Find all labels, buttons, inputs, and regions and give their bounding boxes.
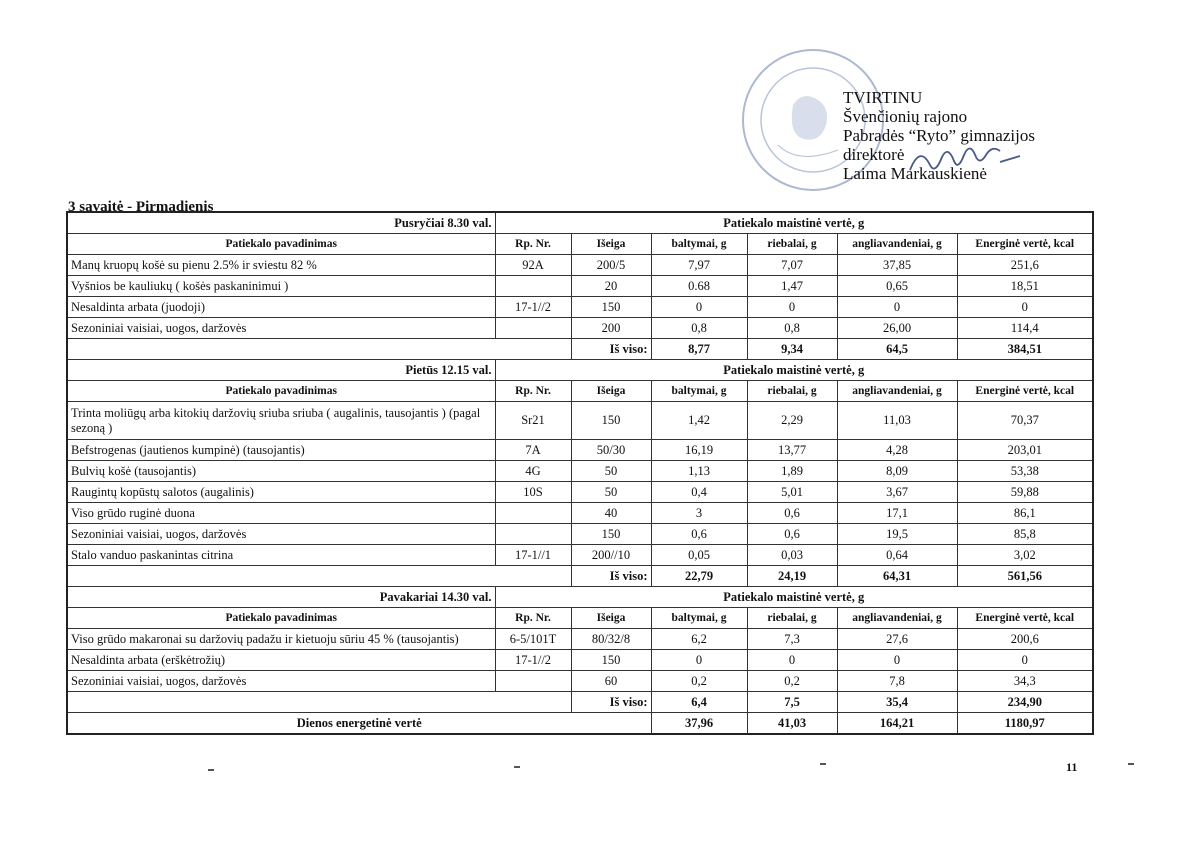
column-header-energine: Energinė vertė, kcal [957, 234, 1093, 255]
table-row [67, 461, 1093, 482]
dish-name: Vyšnios be kauliukų ( košės paskaninimui ) [67, 276, 495, 297]
section-title: Pietūs 12.15 val. [67, 360, 495, 381]
recipe-number: 17-1//2 [495, 297, 571, 318]
proteins: 1,13 [651, 461, 747, 482]
dish-name: Viso grūdo makaronai su daržovių padažu ir kietuoju sūriu 45 % (tausojantis) [67, 629, 495, 650]
fats: 0,8 [747, 318, 837, 339]
recipe-number: 7A [495, 440, 571, 461]
column-header-iseiga: Išeiga [571, 234, 651, 255]
column-header-riebalai: riebalai, g [747, 608, 837, 629]
carbohydrates: 0,64 [837, 545, 957, 566]
carbohydrates: 4,28 [837, 440, 957, 461]
daily-energy: 1180,97 [957, 713, 1093, 735]
daily-proteins: 37,96 [651, 713, 747, 735]
menu-table [66, 211, 1094, 735]
energy: 18,51 [957, 276, 1093, 297]
approval-line: direktorė [843, 145, 905, 164]
total-label: Iš viso: [571, 692, 651, 713]
dish-name: Sezoniniai vaisiai, uogos, daržovės [67, 671, 495, 692]
blank-cell [67, 692, 571, 713]
column-header-baltymai: baltymai, g [651, 381, 747, 402]
recipe-number: 92A [495, 255, 571, 276]
carbohydrates: 7,8 [837, 671, 957, 692]
column-header-baltymai: baltymai, g [651, 234, 747, 255]
carbohydrates: 0,65 [837, 276, 957, 297]
table-row [67, 671, 1093, 692]
dish-name: Bulvių košė (tausojantis) [67, 461, 495, 482]
column-header-iseiga: Išeiga [571, 381, 651, 402]
dish-name: Befstrogenas (jautienos kumpinė) (tausojantis) [67, 440, 495, 461]
column-header-row [67, 234, 1093, 255]
table-row [67, 545, 1093, 566]
energy: 70,37 [957, 402, 1093, 440]
portion: 50 [571, 482, 651, 503]
portion: 150 [571, 650, 651, 671]
total-proteins: 22,79 [651, 566, 747, 587]
carbohydrates: 3,67 [837, 482, 957, 503]
dish-name: Viso grūdo ruginė duona [67, 503, 495, 524]
total-row [67, 566, 1093, 587]
section-title-row [67, 360, 1093, 381]
approval-line: Švenčionių rajono [843, 107, 968, 126]
column-header-riebalai: riebalai, g [747, 381, 837, 402]
carbohydrates: 26,00 [837, 318, 957, 339]
total-row [67, 692, 1093, 713]
recipe-number [495, 318, 571, 339]
column-header-name: Patiekalo pavadinimas [67, 234, 495, 255]
energy: 53,38 [957, 461, 1093, 482]
energy: 200,6 [957, 629, 1093, 650]
dish-name: Nesaldinta arbata (juodoji) [67, 297, 495, 318]
approval-line: Laima Markauskienė [843, 164, 987, 183]
section-title: Pavakariai 14.30 val. [67, 587, 495, 608]
table-row [67, 503, 1093, 524]
proteins: 0,4 [651, 482, 747, 503]
table-row [67, 440, 1093, 461]
dish-name: Sezoniniai vaisiai, uogos, daržovės [67, 524, 495, 545]
fats: 2,29 [747, 402, 837, 440]
signature [905, 140, 1025, 185]
recipe-number: Sr21 [495, 402, 571, 440]
portion: 150 [571, 297, 651, 318]
column-header-name: Patiekalo pavadinimas [67, 381, 495, 402]
dish-name: Stalo vanduo paskanintas citrina [67, 545, 495, 566]
total-energy: 234,90 [957, 692, 1093, 713]
total-label: Iš viso: [571, 339, 651, 360]
dish-name: Manų kruopų košė su pienu 2.5% ir sviestu 82 % [67, 255, 495, 276]
table-row [67, 297, 1093, 318]
daily-total-label: Dienos energetinė vertė [67, 713, 651, 735]
total-fats: 7,5 [747, 692, 837, 713]
dish-name: Sezoniniai vaisiai, uogos, daržovės [67, 318, 495, 339]
proteins: 3 [651, 503, 747, 524]
table-row [67, 629, 1093, 650]
total-row [67, 339, 1093, 360]
proteins: 0 [651, 650, 747, 671]
total-fats: 24,19 [747, 566, 837, 587]
fats: 0,03 [747, 545, 837, 566]
proteins: 16,19 [651, 440, 747, 461]
daily-fats: 41,03 [747, 713, 837, 735]
energy: 34,3 [957, 671, 1093, 692]
fats: 0,6 [747, 503, 837, 524]
fats: 7,3 [747, 629, 837, 650]
energy: 3,02 [957, 545, 1093, 566]
portion: 60 [571, 671, 651, 692]
column-header-rp: Rp. Nr. [495, 608, 571, 629]
fats: 7,07 [747, 255, 837, 276]
menu-table-body [67, 212, 1093, 734]
fats: 5,01 [747, 482, 837, 503]
carbohydrates: 19,5 [837, 524, 957, 545]
fats: 1,47 [747, 276, 837, 297]
dish-name: Trinta moliūgų arba kitokių daržovių sriuba sriuba ( augalinis, tausojantis ) (pagal sezoną ) [67, 402, 495, 440]
section-title: Pusryčiai 8.30 val. [67, 212, 495, 234]
portion: 200//10 [571, 545, 651, 566]
column-header-energine: Energinė vertė, kcal [957, 608, 1093, 629]
recipe-number [495, 503, 571, 524]
proteins: 0,2 [651, 671, 747, 692]
energy: 86,1 [957, 503, 1093, 524]
page-number: 11 [1066, 760, 1078, 774]
fats: 0,2 [747, 671, 837, 692]
dish-name: Raugintų kopūstų salotos (augalinis) [67, 482, 495, 503]
recipe-number: 4G [495, 461, 571, 482]
day-title: 3 savaitė - Pirmadienis [68, 199, 214, 215]
total-proteins: 6,4 [651, 692, 747, 713]
column-header-riebalai: riebalai, g [747, 234, 837, 255]
energy: 251,6 [957, 255, 1093, 276]
column-header-baltymai: baltymai, g [651, 608, 747, 629]
column-header-angliavandeniai: angliavandeniai, g [837, 608, 957, 629]
section-title-row [67, 212, 1093, 234]
energy: 0 [957, 297, 1093, 318]
scan-mark [1128, 763, 1134, 765]
column-header-iseiga: Išeiga [571, 608, 651, 629]
total-fats: 9,34 [747, 339, 837, 360]
recipe-number: 17-1//2 [495, 650, 571, 671]
nutrition-header: Patiekalo maistinė vertė, g [495, 587, 1093, 608]
approval-line: TVIRTINU [843, 88, 923, 107]
energy: 114,4 [957, 318, 1093, 339]
proteins: 1,42 [651, 402, 747, 440]
proteins: 0,6 [651, 524, 747, 545]
recipe-number: 10S [495, 482, 571, 503]
energy: 0 [957, 650, 1093, 671]
carbohydrates: 11,03 [837, 402, 957, 440]
portion: 50/30 [571, 440, 651, 461]
recipe-number: 6-5/101T [495, 629, 571, 650]
section-title-row [67, 587, 1093, 608]
total-proteins: 8,77 [651, 339, 747, 360]
portion: 200/5 [571, 255, 651, 276]
table-row [67, 402, 1093, 440]
proteins: 0.68 [651, 276, 747, 297]
total-carbohydrates: 35,4 [837, 692, 957, 713]
total-energy: 384,51 [957, 339, 1093, 360]
daily-carbohydrates: 164,21 [837, 713, 957, 735]
fats: 1,89 [747, 461, 837, 482]
portion: 150 [571, 402, 651, 440]
carbohydrates: 0 [837, 650, 957, 671]
fats: 0 [747, 650, 837, 671]
table-row [67, 650, 1093, 671]
proteins: 6,2 [651, 629, 747, 650]
recipe-number [495, 671, 571, 692]
column-header-rp: Rp. Nr. [495, 381, 571, 402]
scan-mark [514, 766, 520, 768]
total-energy: 561,56 [957, 566, 1093, 587]
portion: 50 [571, 461, 651, 482]
table-row [67, 255, 1093, 276]
carbohydrates: 8,09 [837, 461, 957, 482]
table-row [67, 276, 1093, 297]
carbohydrates: 27,6 [837, 629, 957, 650]
energy: 59,88 [957, 482, 1093, 503]
proteins: 0 [651, 297, 747, 318]
total-carbohydrates: 64,5 [837, 339, 957, 360]
table-row [67, 524, 1093, 545]
column-header-row [67, 381, 1093, 402]
column-header-angliavandeniai: angliavandeniai, g [837, 234, 957, 255]
recipe-number [495, 276, 571, 297]
total-carbohydrates: 64,31 [837, 566, 957, 587]
scan-mark [208, 769, 214, 771]
proteins: 7,97 [651, 255, 747, 276]
proteins: 0,8 [651, 318, 747, 339]
portion: 200 [571, 318, 651, 339]
nutrition-header: Patiekalo maistinė vertė, g [495, 212, 1093, 234]
carbohydrates: 0 [837, 297, 957, 318]
total-label: Iš viso: [571, 566, 651, 587]
energy: 203,01 [957, 440, 1093, 461]
portion: 40 [571, 503, 651, 524]
nutrition-header: Patiekalo maistinė vertė, g [495, 360, 1093, 381]
fats: 0 [747, 297, 837, 318]
approval-line: Pabradės “Ryto” gimnazijos [843, 126, 1035, 145]
scan-mark [820, 763, 826, 765]
portion: 80/32/8 [571, 629, 651, 650]
energy: 85,8 [957, 524, 1093, 545]
table-row [67, 482, 1093, 503]
column-header-name: Patiekalo pavadinimas [67, 608, 495, 629]
recipe-number [495, 524, 571, 545]
portion: 20 [571, 276, 651, 297]
daily-total-row [67, 713, 1093, 735]
fats: 0,6 [747, 524, 837, 545]
blank-cell [67, 566, 571, 587]
dish-name: Nesaldinta arbata (erškėtrožių) [67, 650, 495, 671]
column-header-angliavandeniai: angliavandeniai, g [837, 381, 957, 402]
portion: 150 [571, 524, 651, 545]
column-header-row [67, 608, 1093, 629]
proteins: 0,05 [651, 545, 747, 566]
carbohydrates: 17,1 [837, 503, 957, 524]
column-header-rp: Rp. Nr. [495, 234, 571, 255]
fats: 13,77 [747, 440, 837, 461]
table-row [67, 318, 1093, 339]
column-header-energine: Energinė vertė, kcal [957, 381, 1093, 402]
recipe-number: 17-1//1 [495, 545, 571, 566]
carbohydrates: 37,85 [837, 255, 957, 276]
blank-cell [67, 339, 571, 360]
